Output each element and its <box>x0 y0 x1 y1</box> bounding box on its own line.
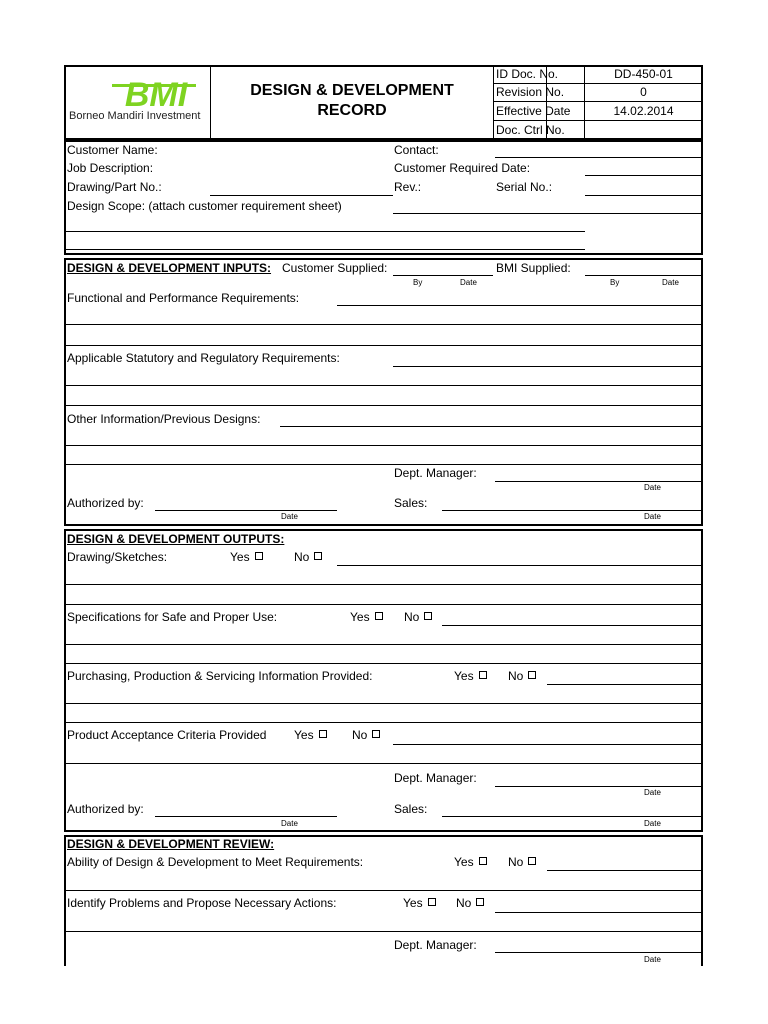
functional-requirements-label: Functional and Performance Requirements: <box>67 291 300 305</box>
statutory-requirements-field-3[interactable] <box>65 405 702 406</box>
purchasing-yes-label: Yes <box>454 669 474 683</box>
customer-supplied-label: Customer Supplied: <box>282 261 388 275</box>
meta-label-doc-ctrl: Doc. Ctrl No. <box>496 123 565 137</box>
serial-no-field[interactable] <box>585 195 702 196</box>
checkbox-icon[interactable] <box>479 857 487 865</box>
inputs-authorized-by-date-caption: Date <box>281 512 298 521</box>
functional-requirements-field-3[interactable] <box>65 345 702 346</box>
outputs-authorized-by-label: Authorized by: <box>67 802 144 816</box>
bmi-supplied-date-caption: Date <box>662 278 679 287</box>
specifications-field-3[interactable] <box>65 663 702 664</box>
contact-label: Contact: <box>394 143 439 157</box>
statutory-requirements-field-2[interactable] <box>65 385 702 386</box>
checkbox-icon[interactable] <box>428 898 436 906</box>
document-title-line1: DESIGN & DEVELOPMENT <box>250 82 454 99</box>
design-scope-field-2[interactable] <box>65 231 585 232</box>
ability-field-1[interactable] <box>547 870 702 871</box>
other-information-field-2[interactable] <box>65 445 702 446</box>
checkbox-icon[interactable] <box>479 671 487 679</box>
checkbox-icon[interactable] <box>476 898 484 906</box>
ability-yes[interactable] <box>454 855 487 869</box>
inputs-sales-label: Sales: <box>394 496 428 510</box>
inputs-heading: DESIGN & DEVELOPMENT INPUTS: <box>67 261 272 275</box>
outputs-dept-manager-label: Dept. Manager: <box>394 771 477 785</box>
serial-no-label: Serial No.: <box>496 180 553 194</box>
specifications-yes[interactable] <box>350 610 383 624</box>
contact-field[interactable] <box>495 157 702 158</box>
design-scope-label: Design Scope: (attach customer requirement sheet) <box>67 199 342 213</box>
customer-supplied-date-caption: Date <box>460 278 477 287</box>
acceptance-field-1[interactable] <box>393 744 702 745</box>
header-divider-1 <box>210 65 211 140</box>
statutory-requirements-field-1[interactable] <box>393 366 702 367</box>
identify-no-label: No <box>456 896 472 910</box>
drawing-sketches-field-3[interactable] <box>65 604 702 605</box>
identify-label: Identify Problems and Propose Necessary Actions: <box>67 896 337 910</box>
checkbox-icon[interactable] <box>424 612 432 620</box>
outputs-sales-label: Sales: <box>394 802 428 816</box>
rev-label: Rev.: <box>394 180 422 194</box>
outputs-sales-field[interactable] <box>442 816 702 817</box>
other-information-label: Other Information/Previous Designs: <box>67 412 261 426</box>
inputs-sales-field[interactable] <box>442 510 702 511</box>
specifications-no-label: No <box>404 610 420 624</box>
inputs-authorized-by-field[interactable] <box>155 510 337 511</box>
outputs-sales-date-caption: Date <box>644 819 661 828</box>
ability-no[interactable] <box>508 855 536 869</box>
drawing-sketches-field-2[interactable] <box>65 584 702 585</box>
drawing-sketches-no[interactable] <box>294 550 322 564</box>
ability-yes-label: Yes <box>454 855 474 869</box>
acceptance-field-2[interactable] <box>65 763 702 764</box>
specifications-label: Specifications for Safe and Proper Use: <box>67 610 278 624</box>
purchasing-no[interactable] <box>508 669 536 683</box>
ability-field-2[interactable] <box>65 890 702 891</box>
specifications-yes-label: Yes <box>350 610 370 624</box>
purchasing-field-2[interactable] <box>65 703 702 704</box>
specifications-field-1[interactable] <box>442 625 702 626</box>
design-scope-field-3[interactable] <box>65 249 585 250</box>
drawing-sketches-yes[interactable] <box>230 550 263 564</box>
review-dept-manager-label: Dept. Manager: <box>394 938 477 952</box>
checkbox-icon[interactable] <box>528 671 536 679</box>
ability-label: Ability of Design & Development to Meet Requirements: <box>67 855 364 869</box>
customer-supplied-field[interactable] <box>393 275 493 276</box>
specifications-no[interactable] <box>404 610 432 624</box>
bmi-supplied-field[interactable] <box>585 275 702 276</box>
checkbox-icon[interactable] <box>255 552 263 560</box>
acceptance-no[interactable] <box>352 728 380 742</box>
customer-name-label: Customer Name: <box>67 143 158 157</box>
meta-value-revision: 0 <box>640 85 647 99</box>
inputs-dept-manager-label: Dept. Manager: <box>394 466 477 480</box>
purchasing-yes[interactable] <box>454 669 487 683</box>
identify-no[interactable] <box>456 896 484 910</box>
job-description-label: Job Description: <box>67 161 154 175</box>
inputs-sales-date-caption: Date <box>644 512 661 521</box>
statutory-requirements-label: Applicable Statutory and Regulatory Requirements: <box>67 351 340 365</box>
acceptance-yes[interactable] <box>294 728 327 742</box>
purchasing-no-label: No <box>508 669 524 683</box>
purchasing-field-1[interactable] <box>547 684 702 685</box>
meta-label-effective-date: Effective Date <box>496 104 571 118</box>
identify-field-1[interactable] <box>495 912 702 913</box>
checkbox-icon[interactable] <box>375 612 383 620</box>
outputs-heading: DESIGN & DEVELOPMENT OUTPUTS: <box>67 532 285 546</box>
meta-label-revision: Revision No. <box>496 85 565 99</box>
acceptance-no-label: No <box>352 728 368 742</box>
inputs-dept-manager-date-caption: Date <box>644 483 661 492</box>
purchasing-label: Purchasing, Production & Servicing Information Provided: <box>67 669 373 683</box>
design-scope-field-1[interactable] <box>393 213 702 214</box>
bmi-supplied-label: BMI Supplied: <box>496 261 571 275</box>
specifications-field-2[interactable] <box>65 644 702 645</box>
company-name: Borneo Mandiri Investment <box>69 110 201 122</box>
drawing-sketches-no-label: No <box>294 550 310 564</box>
meta-value-effective-date: 14.02.2014 <box>613 104 674 118</box>
customer-supplied-by-caption: By <box>413 278 423 287</box>
review-dept-manager-field[interactable] <box>495 952 702 953</box>
header-divider-2 <box>493 65 494 140</box>
drawing-sketches-label: Drawing/Sketches: <box>67 550 168 564</box>
checkbox-icon[interactable] <box>319 730 327 738</box>
bmi-supplied-by-caption: By <box>610 278 620 287</box>
identify-yes[interactable] <box>403 896 436 910</box>
review-heading: DESIGN & DEVELOPMENT REVIEW: <box>67 837 275 851</box>
page-bottom-margin <box>0 966 768 1024</box>
header-row-line-1 <box>493 83 703 84</box>
customer-required-date-field[interactable] <box>585 175 702 176</box>
identify-field-2[interactable] <box>65 931 702 932</box>
purchasing-field-3[interactable] <box>65 722 702 723</box>
identify-yes-label: Yes <box>403 896 423 910</box>
drawing-sketches-field-1[interactable] <box>337 565 702 566</box>
checkbox-icon[interactable] <box>372 730 380 738</box>
drawing-part-no-label: Drawing/Part No.: <box>67 180 162 194</box>
logo-graphic <box>108 76 204 110</box>
svg-text:BMI: BMI <box>124 76 188 110</box>
header-row-line-2 <box>493 101 703 102</box>
drawing-sketches-yes-label: Yes <box>230 550 250 564</box>
checkbox-icon[interactable] <box>528 857 536 865</box>
meta-label-id-doc: ID Doc. No. <box>496 67 559 81</box>
outputs-authorized-by-date-caption: Date <box>281 819 298 828</box>
header-row-line-3 <box>493 120 703 121</box>
outputs-dept-manager-field[interactable] <box>495 786 702 787</box>
checkbox-icon[interactable] <box>314 552 322 560</box>
document-title-line2: RECORD <box>317 102 387 119</box>
other-information-field-1[interactable] <box>280 426 702 427</box>
acceptance-yes-label: Yes <box>294 728 314 742</box>
functional-requirements-field-1[interactable] <box>337 305 702 306</box>
inputs-dept-manager-field[interactable] <box>495 481 702 482</box>
other-information-field-3[interactable] <box>65 464 702 465</box>
outputs-dept-manager-date-caption: Date <box>644 788 661 797</box>
inputs-authorized-by-label: Authorized by: <box>67 496 144 510</box>
review-dept-manager-date-caption: Date <box>644 955 661 964</box>
functional-requirements-field-2[interactable] <box>65 324 702 325</box>
drawing-part-no-field[interactable] <box>210 195 393 196</box>
meta-value-id-doc: DD-450-01 <box>614 67 673 81</box>
acceptance-label: Product Acceptance Criteria Provided <box>67 728 267 742</box>
ability-no-label: No <box>508 855 524 869</box>
customer-required-date-label: Customer Required Date: <box>394 161 531 175</box>
outputs-authorized-by-field[interactable] <box>155 816 337 817</box>
